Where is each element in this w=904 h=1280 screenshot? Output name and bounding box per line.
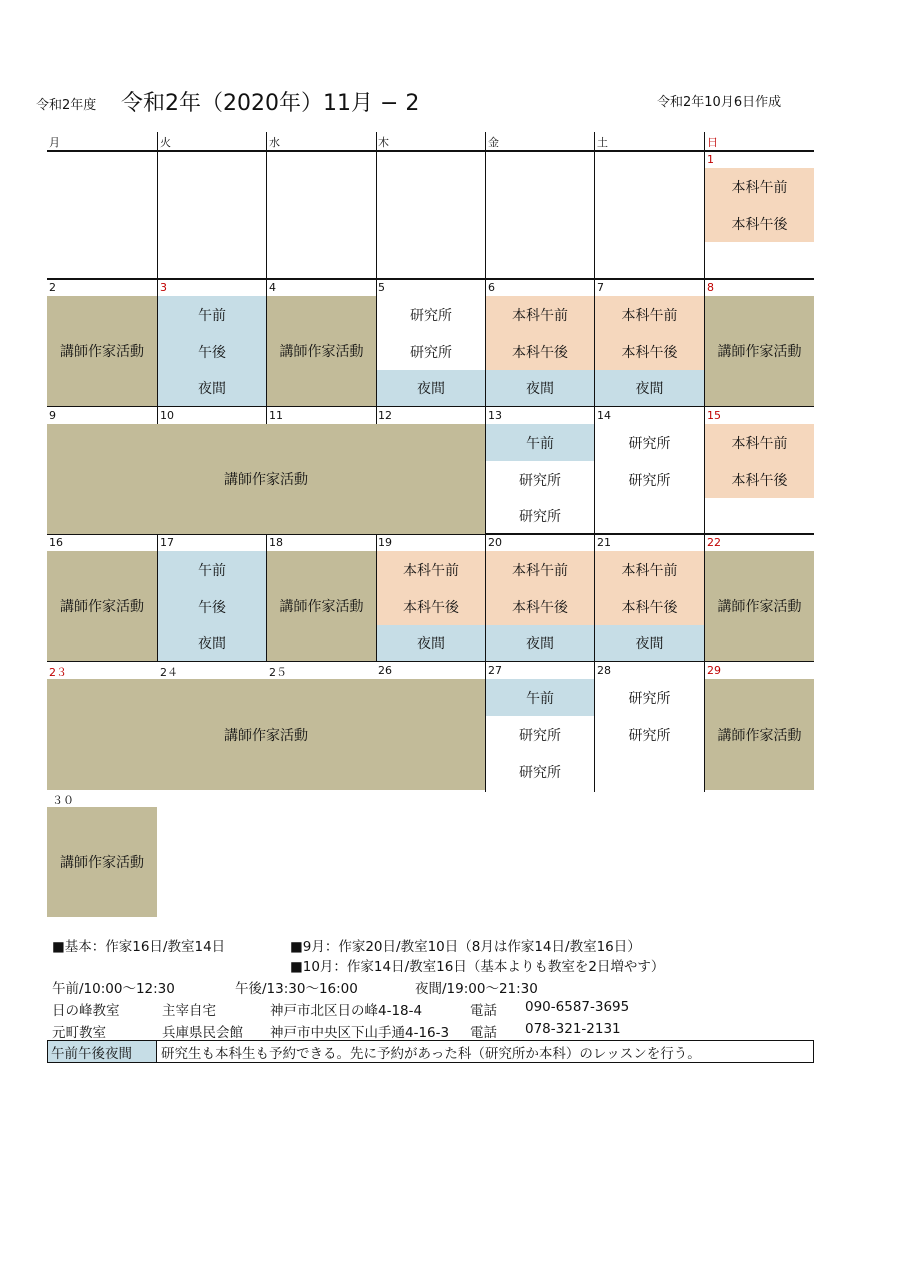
night-slot: 夜間 <box>595 625 704 661</box>
day-number: 6 <box>488 281 495 294</box>
venue1-address: 神戸市北区日の峰4-18-4 <box>270 1003 423 1019</box>
page-title: 令和2年（2020年）11月 − 2 <box>121 91 420 116</box>
main-am-slot: 本科午前 <box>486 551 594 588</box>
instructor-activity-block: 講師作家活動 <box>47 551 157 661</box>
lab-slot: 研究所 <box>628 690 671 707</box>
week-line <box>47 278 814 280</box>
lab-slot: 研究所 <box>410 307 452 324</box>
day-number: 18 <box>269 536 283 549</box>
venue1-tel: 090-6587-3695 <box>525 999 630 1015</box>
day-number: 10 <box>160 409 174 422</box>
day-number: 8 <box>707 281 714 294</box>
legend-text: 研究生も本科生も予約できる。先に予約があった科（研究所か本科）のレッスンを行う。 <box>161 1045 701 1062</box>
instructor-activity-block: 講師作家活動 <box>47 679 485 790</box>
night-time: 夜間/19:00～21:30 <box>415 981 538 997</box>
main-pm-slot: 本科午後 <box>705 461 814 498</box>
day-number: 3 <box>160 281 167 294</box>
weekday-sat: 土 <box>597 136 608 149</box>
night-slot: 夜間 <box>158 625 266 661</box>
day-number: 21 <box>597 536 611 549</box>
created-date: 令和2年10月6日作成 <box>657 95 782 110</box>
september-note: ■9月：作家20日/教室10日（8月は作家14日/教室16日） <box>290 939 641 955</box>
am-slot: 午前 <box>486 424 594 461</box>
day-number: 14 <box>597 409 611 422</box>
day-number: 4 <box>269 281 276 294</box>
night-slot: 夜間 <box>486 625 594 661</box>
day-number: 5 <box>378 281 385 294</box>
instructor-activity-block: 講師作家活動 <box>705 296 814 406</box>
instructor-activity-block: 講師作家活動 <box>47 424 485 534</box>
day-number: 22 <box>707 536 721 549</box>
main-am-slot: 本科午前 <box>595 551 704 588</box>
main-am-slot: 本科午前 <box>377 551 485 588</box>
lab-slot: 研究所 <box>628 435 671 452</box>
legend-label: 午前午後夜間 <box>48 1041 157 1062</box>
lab-slot: 研究所 <box>519 472 561 489</box>
instructor-activity-block: 講師作家活動 <box>47 807 157 917</box>
venue1-tel-label: 電話 <box>470 1003 497 1019</box>
venue2-address: 神戸市中央区下山手通4-16-3 <box>270 1025 450 1041</box>
day-number: 28 <box>597 664 611 677</box>
day-number: 29 <box>707 664 721 677</box>
weekday-mon: 月 <box>49 136 60 149</box>
day-number: 2 <box>49 281 56 294</box>
basic-note: ■基本：作家16日/教室14日 <box>52 939 226 955</box>
day-number: 2５ <box>269 666 287 679</box>
night-slot: 夜間 <box>595 370 704 406</box>
lab-slot: 研究所 <box>519 727 561 744</box>
night-slot: 夜間 <box>158 370 266 406</box>
day-number: ３０ <box>52 794 74 807</box>
lab-slot: 研究所 <box>410 344 452 361</box>
weekday-fri: 金 <box>488 136 499 149</box>
day-number: 17 <box>160 536 174 549</box>
venue2-place: 兵庫県民会館 <box>162 1025 243 1041</box>
main-am-slot: 本科午前 <box>705 168 814 205</box>
lab-slot: 研究所 <box>628 727 671 744</box>
day-number: 27 <box>488 664 502 677</box>
instructor-activity-block: 講師作家活動 <box>705 679 814 790</box>
legend-box <box>47 1040 814 1063</box>
day-number: 13 <box>488 409 502 422</box>
lab-slot: 研究所 <box>519 509 561 525</box>
instructor-activity-block: 講師作家活動 <box>705 551 814 661</box>
venue2-tel-label: 電話 <box>470 1025 497 1041</box>
night-slot: 夜間 <box>377 370 485 406</box>
weekday-thu: 木 <box>378 136 389 149</box>
weekday-wed: 水 <box>269 136 280 149</box>
pm-slot: 午後 <box>158 333 266 370</box>
night-slot: 夜間 <box>486 370 594 406</box>
instructor-activity-block: 講師作家活動 <box>267 551 376 661</box>
day-number: 19 <box>378 536 392 549</box>
am-slot: 午前 <box>158 296 266 333</box>
day-number: 11 <box>269 409 283 422</box>
night-slot: 夜間 <box>377 625 485 661</box>
main-pm-slot: 本科午後 <box>377 588 485 625</box>
weekday-sun: 日 <box>707 136 718 149</box>
am-slot: 午前 <box>486 679 594 716</box>
main-pm-slot: 本科午後 <box>486 333 594 370</box>
am-slot: 午前 <box>158 551 266 588</box>
main-pm-slot: 本科午後 <box>595 333 704 370</box>
pm-time: 午後/13:30～16:00 <box>235 981 358 997</box>
weekday-tue: 火 <box>160 136 171 149</box>
main-pm-slot: 本科午後 <box>705 205 814 242</box>
main-pm-slot: 本科午後 <box>486 588 594 625</box>
day-number: 12 <box>378 409 392 422</box>
main-pm-slot: 本科午後 <box>595 588 704 625</box>
day-number: 2４ <box>160 666 178 679</box>
october-note: ■10月：作家14日/教室16日（基本よりも教室を2日増やす） <box>290 959 665 975</box>
day-number: 16 <box>49 536 63 549</box>
venue2-name: 元町教室 <box>52 1025 106 1041</box>
venue2-tel: 078-321-2131 <box>525 1021 621 1037</box>
day-number: 1 <box>707 153 714 166</box>
am-time: 午前/10:00～12:30 <box>52 981 175 997</box>
day-number: 20 <box>488 536 502 549</box>
instructor-activity-block: 講師作家活動 <box>267 296 376 406</box>
main-am-slot: 本科午前 <box>595 296 704 333</box>
lab-slot: 研究所 <box>628 472 671 489</box>
day-number: 9 <box>49 409 56 422</box>
instructor-activity-block: 講師作家活動 <box>47 296 157 406</box>
venue1-name: 日の峰教室 <box>52 1003 120 1019</box>
day-number: 15 <box>707 409 721 422</box>
day-number: 26 <box>378 664 392 677</box>
day-number: 7 <box>597 281 604 294</box>
main-am-slot: 本科午前 <box>705 424 814 461</box>
venue1-place: 主宰自宅 <box>162 1003 216 1019</box>
week-line <box>47 150 814 152</box>
main-am-slot: 本科午前 <box>486 296 594 333</box>
lab-slot: 研究所 <box>519 764 561 781</box>
fiscal-year-label: 令和2年度 <box>36 98 97 113</box>
pm-slot: 午後 <box>158 588 266 625</box>
day-number: 2３ <box>49 666 67 679</box>
